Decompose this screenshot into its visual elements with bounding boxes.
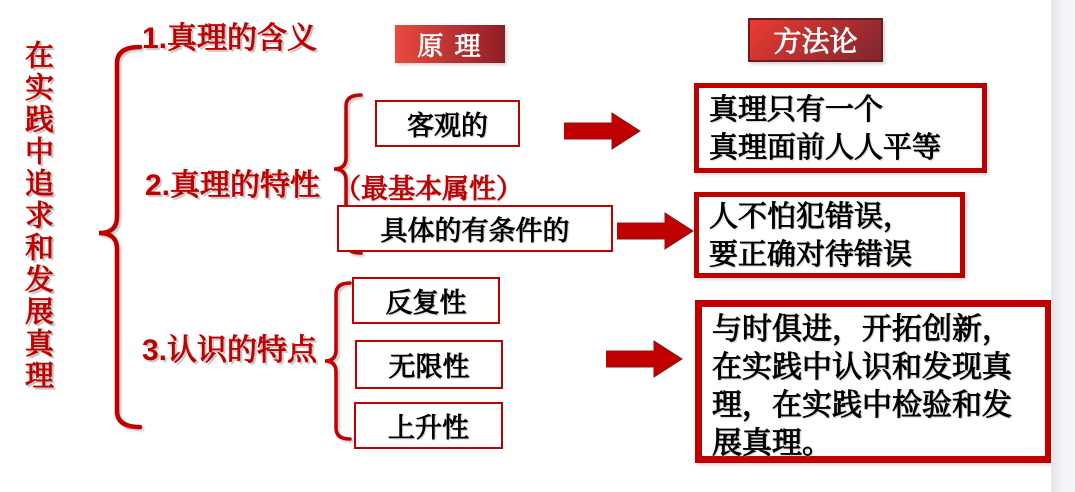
methodology-box2-line1: 人不怕犯错误， xyxy=(709,201,913,233)
methodology-box1-line1: 真理只有一个 xyxy=(709,94,884,126)
methodology-box-mistakes xyxy=(694,192,965,278)
methodology-box3-text: 与时俱进，开拓创新，在实践中认识和发现真理，在实践中检验和发展真理。 xyxy=(712,313,1012,460)
arrow-right-icon xyxy=(606,340,684,378)
slide-edge-strip xyxy=(1051,0,1075,492)
vertical-chapter-title: 在实践中追求和发展真理 xyxy=(21,40,53,392)
item3-brace-shape xyxy=(324,281,353,442)
box-infiniteness: 无限性 xyxy=(355,340,503,389)
basic-attribute-note: （最基本属性） xyxy=(334,174,523,204)
box-concrete-conditional: 具体的有条件的 xyxy=(337,205,613,252)
arrow-right-icon xyxy=(617,212,695,250)
box-repetitiveness: 反复性 xyxy=(352,277,500,324)
methodology-box1-line2: 真理面前人人平等 xyxy=(709,132,942,164)
methodology-header-badge: 方法论 xyxy=(748,18,883,62)
arrow-right-icon xyxy=(564,112,642,150)
box-ascendance: 上升性 xyxy=(354,402,503,449)
box-objective: 客观的 xyxy=(375,100,520,147)
outline-item-2-attributes-of-truth: 2.真理的特性 xyxy=(145,169,321,202)
outline-item-1-meaning-of-truth: 1.真理的含义 xyxy=(142,22,318,55)
main-brace-shape xyxy=(97,44,143,430)
outline-item-3-features-of-cognition: 3.认识的特点 xyxy=(142,334,318,367)
methodology-box2-line2: 要正确对待错误 xyxy=(709,239,913,271)
methodology-box-develop-truth xyxy=(695,300,1052,463)
methodology-box-one-truth xyxy=(694,83,987,173)
principle-header-badge: 原 理 xyxy=(395,25,505,63)
